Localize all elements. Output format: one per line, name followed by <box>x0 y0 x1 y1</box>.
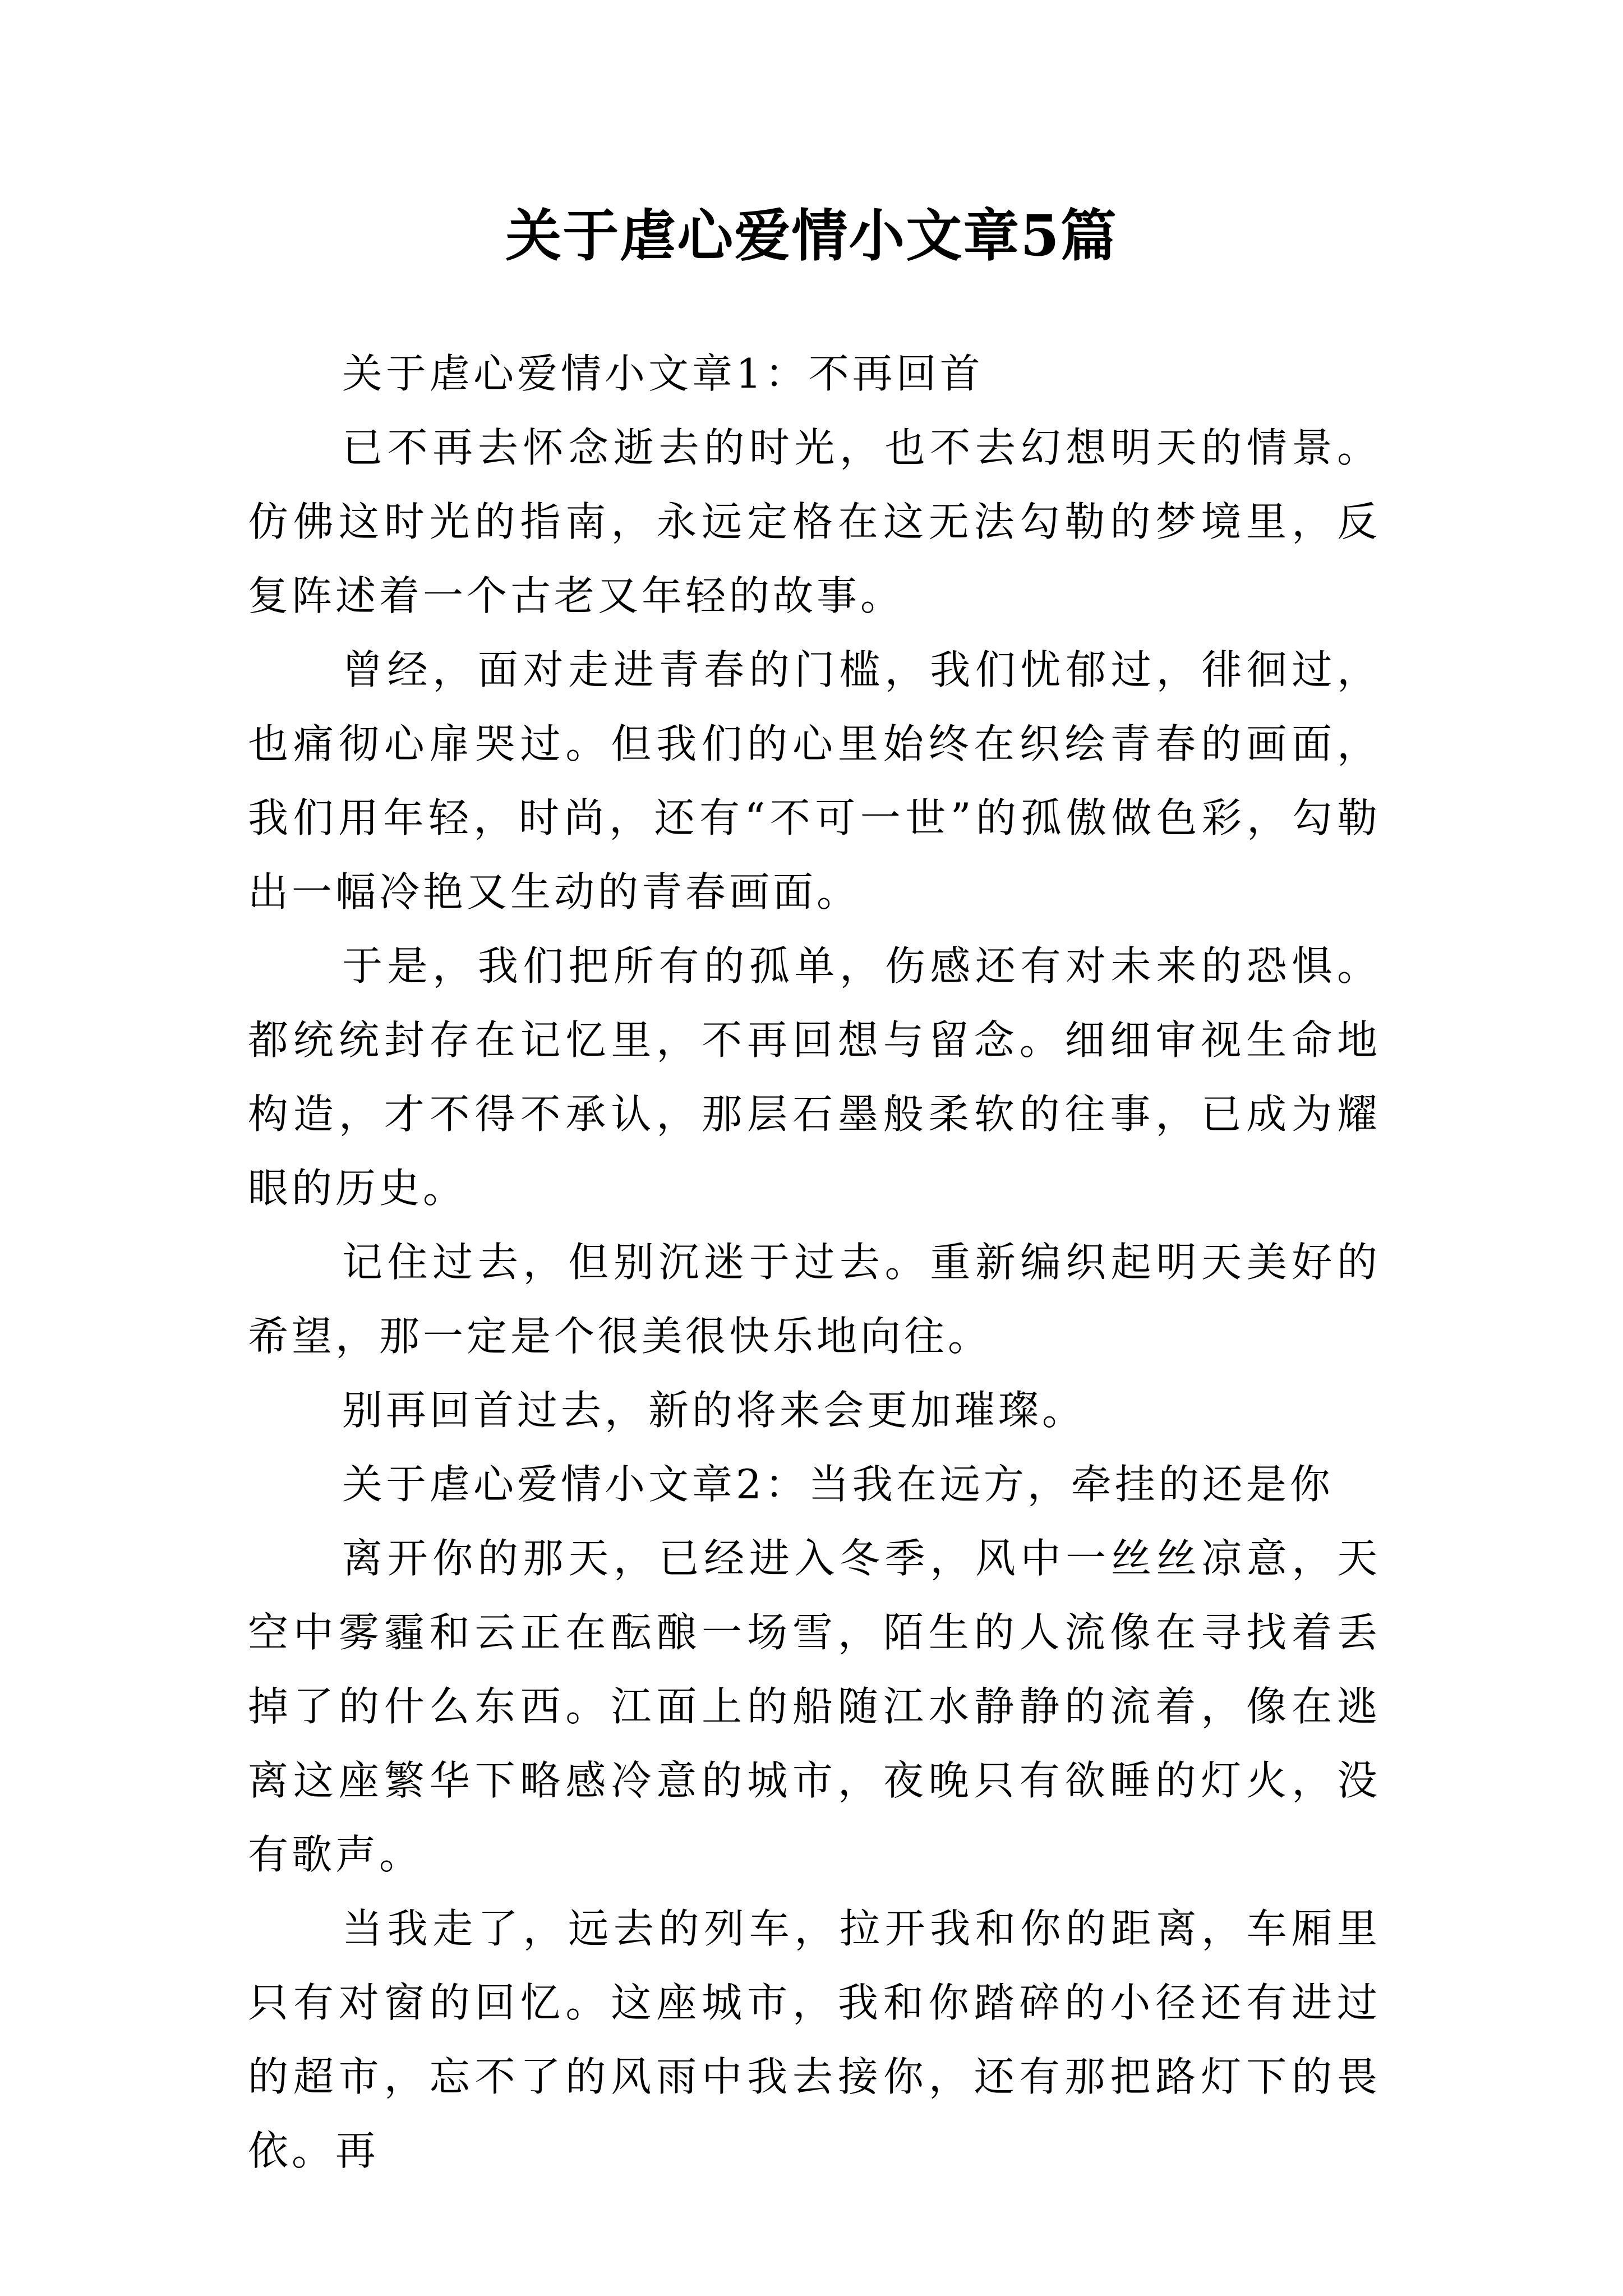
article-2-heading: 关于虐心爱情小文章2：当我在远方，牵挂的还是你 <box>342 1461 1334 1508</box>
body-paragraph: 已不再去怀念逝去的时光，也不去幻想明天的情景。仿佛这时光的指南，永远定格在这无法勾勒的梦境里，反复阵述着一个古老又年轻的故事。 <box>248 424 1381 619</box>
article-1-heading: 关于虐心爱情小文章1：不再回首 <box>342 350 984 397</box>
body-paragraph: 离开你的那天，已经进入冬季，风中一丝丝凉意，天空中雾霾和云正在酝酿一场雪，陌生的人流像在寻找着丢掉了的什么东西。江面上的船随江水静静的流着，像在逃离这座繁华下略感冷意的城市，夜晚只有欲睡的灯火，没有歌声。 <box>248 1535 1381 1878</box>
article-body <box>248 337 1381 2188</box>
body-paragraph: 记住过去，但别沉迷于过去。重新编织起明天美好的希望，那一定是个很美很快乐地向往。 <box>248 1239 1381 1360</box>
body-paragraph: 曾经，面对走进青春的门槛，我们忧郁过，徘徊过，也痛彻心扉哭过。但我们的心里始终在织绘青春的画面，我们用年轻，时尚，还有“不可一世”的孤傲做色彩，勾勒出一幅冷艳又生动的青春画面。 <box>248 646 1381 915</box>
page-title: 关于虐心爱情小文章5篇 <box>505 203 1118 269</box>
body-paragraph: 别再回首过去，新的将来会更加璀璨。 <box>342 1387 1086 1434</box>
body-paragraph: 当我走了，远去的列车，拉开我和你的距离，车厢里只有对窗的回忆。这座城市，我和你踏碎的小径还有进过的超市，忘不了的风雨中我去接你，还有那把路灯下的畏依。再 <box>248 1905 1381 2174</box>
body-paragraph: 于是，我们把所有的孤单，伤感还有对未来的恐惧。都统统封存在记忆里，不再回想与留念。细细审视生命地构造，才不得不承认，那层石墨般柔软的往事，已成为耀眼的历史。 <box>248 942 1381 1212</box>
